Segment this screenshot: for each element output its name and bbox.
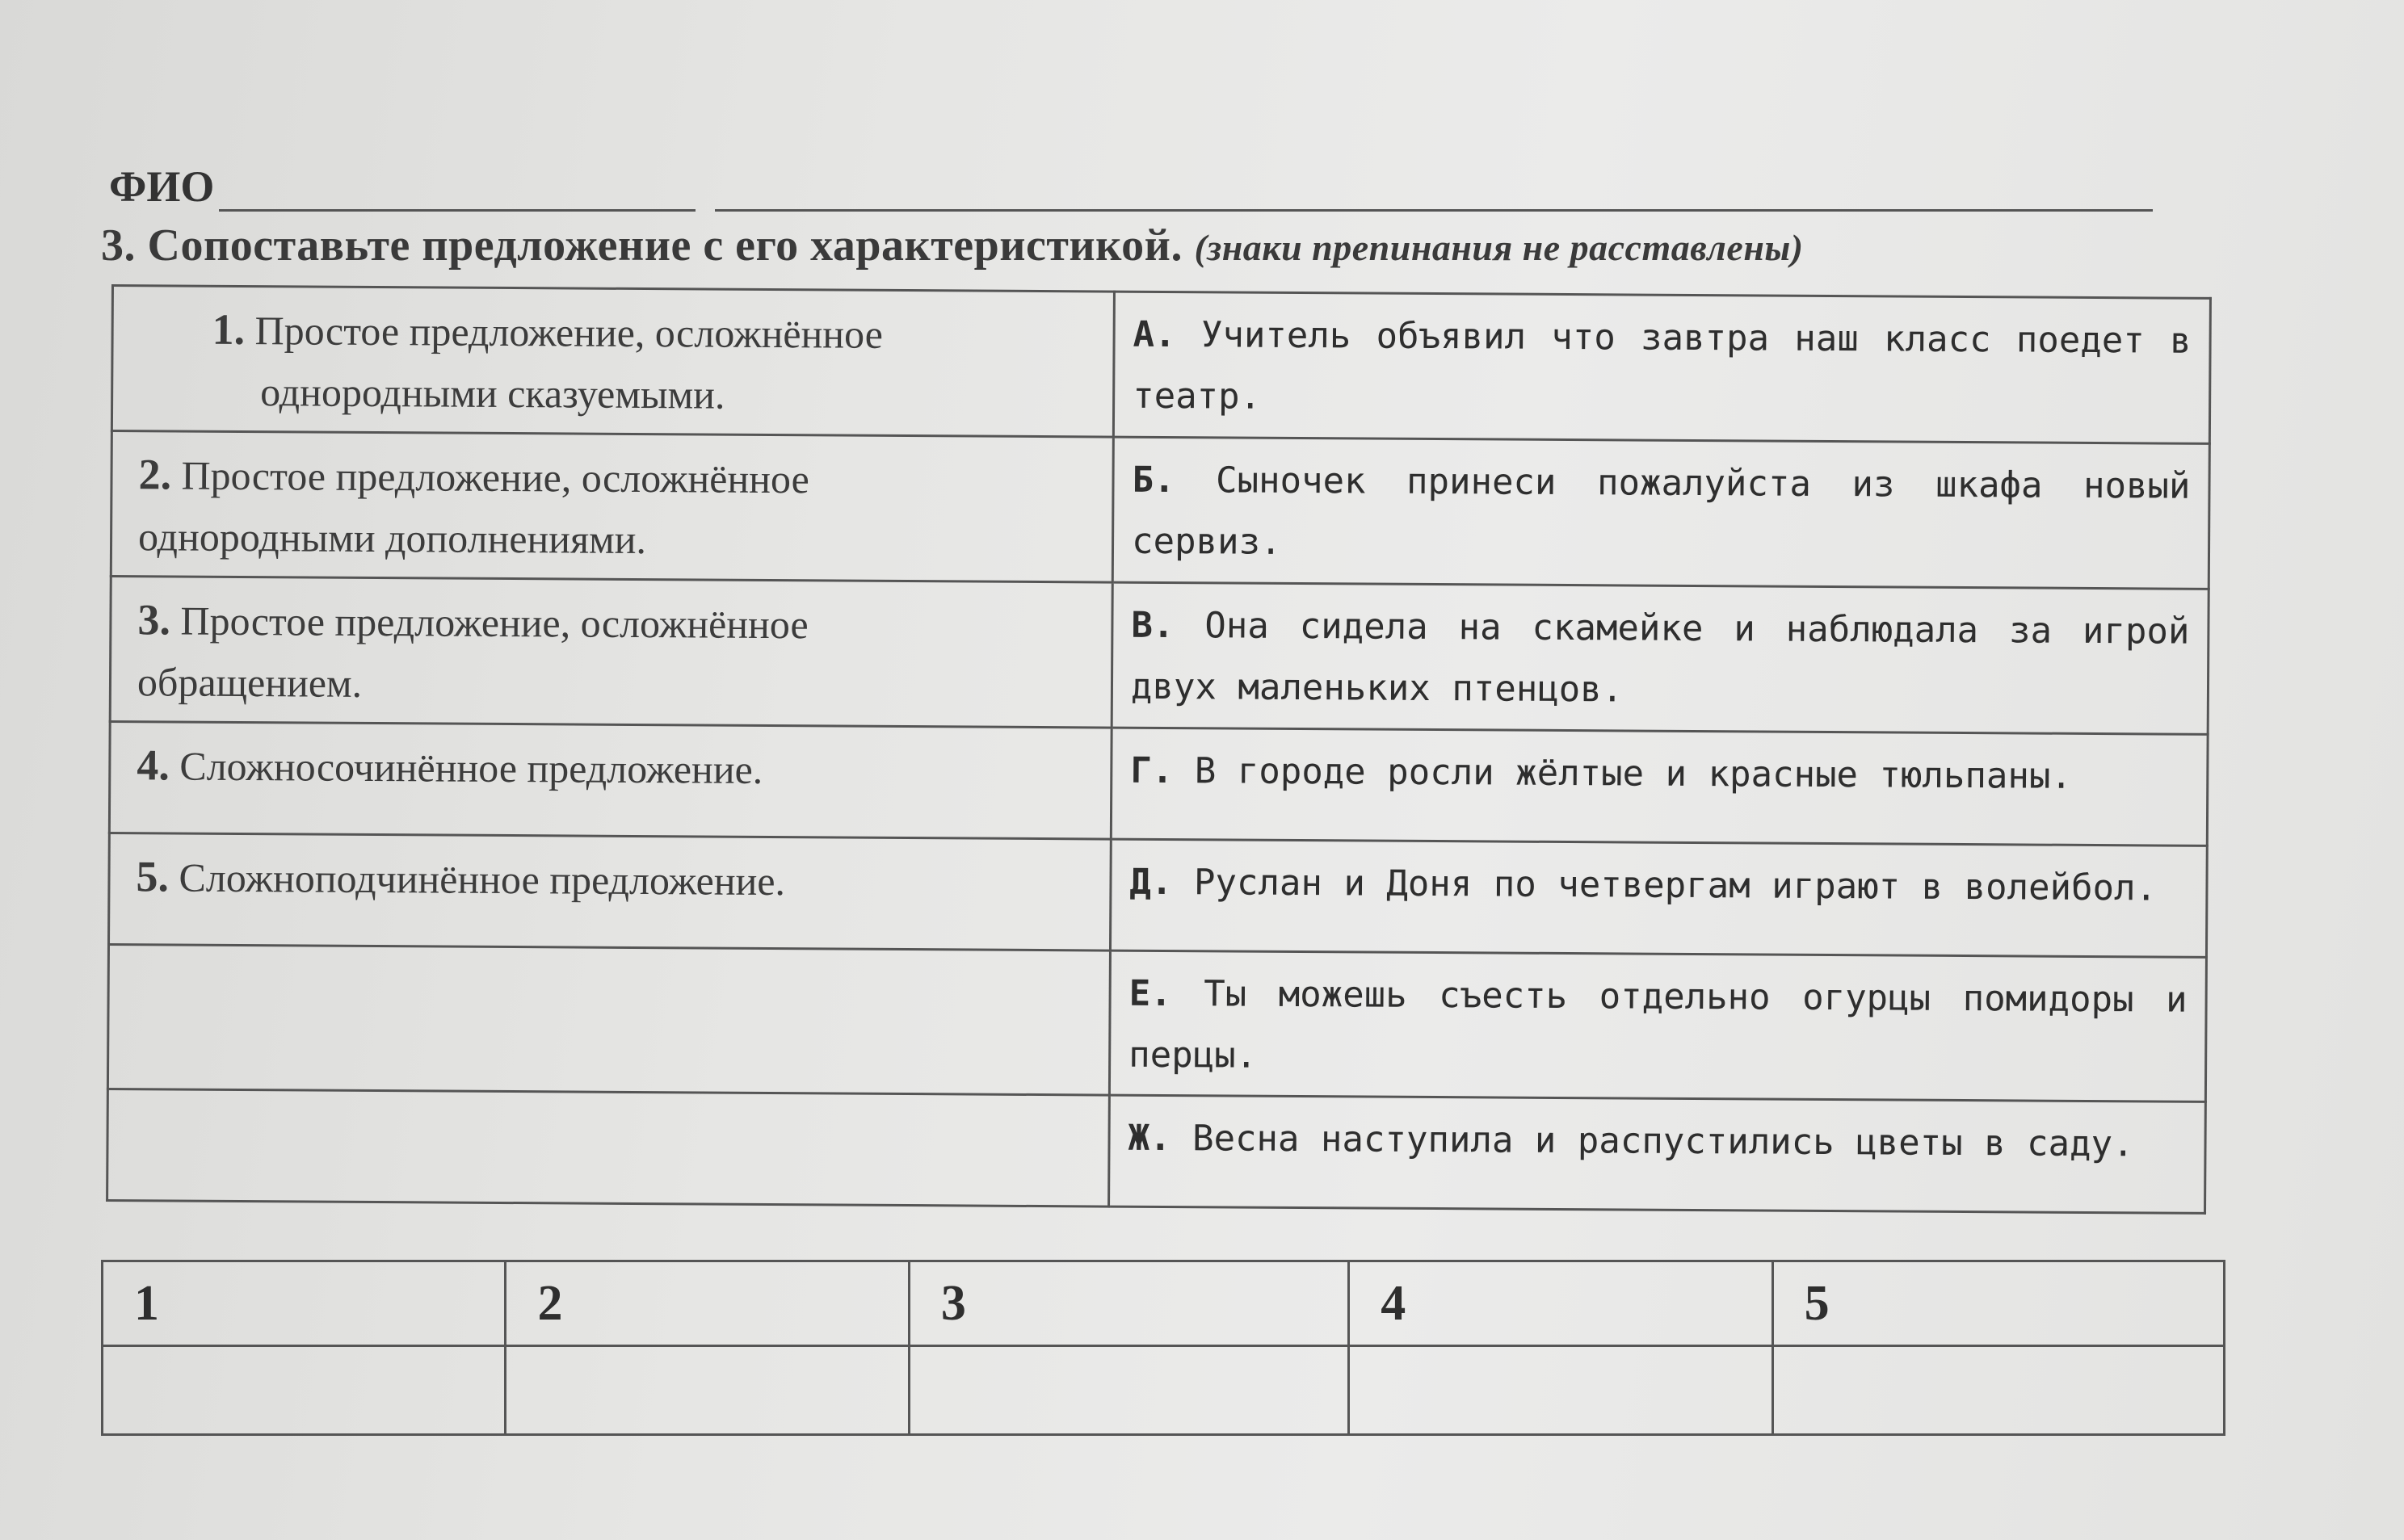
answer-header-row	[103, 1261, 2225, 1346]
item-letter: Е.	[1128, 972, 1172, 1015]
item-text: Сложноподчинённое предложение.	[179, 854, 786, 904]
left-cell-empty-2	[107, 1089, 1110, 1206]
table-row	[109, 721, 2208, 846]
item-number: 4.	[137, 741, 170, 790]
item-number: 3.	[137, 595, 171, 644]
answer-cell-4[interactable]	[1349, 1346, 1772, 1435]
sentence-text: Учитель объявил что завтра наш класс поедет в театр.	[1133, 314, 2192, 418]
item-text: Простое предложение, осложнённое	[181, 452, 809, 502]
item-letter: Б.	[1132, 459, 1175, 501]
answer-table	[101, 1260, 2225, 1436]
fio-blank-line[interactable]	[219, 169, 696, 212]
answer-input-row	[103, 1346, 2225, 1435]
fio-field	[109, 162, 2153, 212]
right-cell-v	[1112, 582, 2209, 734]
right-cell-a	[1113, 292, 2210, 443]
sentence-text: Сыночек принеси пожалуйста из шкафа новый сервиз.	[1131, 459, 2191, 563]
answer-cell-5[interactable]	[1772, 1346, 2224, 1435]
fio-label: ФИО	[109, 162, 215, 211]
item-letter: Д.	[1129, 861, 1173, 904]
table-row	[110, 577, 2209, 735]
table-row	[107, 1089, 2206, 1213]
right-cell-g	[1111, 728, 2208, 846]
answer-header-2: 2	[506, 1261, 909, 1346]
item-text-cont: обращением.	[137, 659, 363, 706]
item-number: 2.	[138, 450, 172, 499]
answer-cell-2[interactable]	[506, 1346, 909, 1435]
right-cell-b	[1112, 437, 2209, 589]
item-letter: Г.	[1130, 749, 1174, 792]
fio-blank-line-2[interactable]	[715, 169, 2153, 212]
item-letter: А.	[1133, 313, 1176, 356]
item-text: Сложносочинённое предложение.	[179, 743, 763, 792]
sentence-text: Ты можешь съесть отдельно огурцы помидоры и перцы.	[1128, 973, 2188, 1076]
answer-header-1: 1	[103, 1261, 506, 1346]
task-note: (знаки препинания не расставлены)	[1194, 227, 1804, 268]
task-heading: 3. Сопоставьте предложение с его характеристикой.	[101, 220, 1183, 271]
table-row	[107, 944, 2206, 1101]
item-text: Простое предложение, осложнённое	[180, 598, 809, 648]
answer-header-3: 3	[909, 1261, 1348, 1346]
sentence-text: Она сидела на скамейке и наблюдала за игрой двух маленьких птенцов.	[1130, 605, 2190, 711]
answer-cell-1[interactable]	[103, 1346, 506, 1435]
table-row	[111, 286, 2210, 444]
right-cell-e	[1109, 950, 2206, 1101]
answer-cell-3[interactable]	[909, 1346, 1348, 1435]
item-letter: Ж.	[1128, 1117, 1171, 1160]
table-row	[111, 431, 2209, 590]
left-cell-4	[109, 721, 1112, 839]
left-cell-2	[111, 431, 1113, 583]
item-number: 5.	[136, 852, 170, 901]
item-text-cont: однородными сказуемыми.	[260, 369, 725, 418]
left-cell-5	[109, 833, 1112, 950]
item-text-cont: однородными дополнениями.	[137, 514, 647, 563]
left-cell-3	[110, 577, 1112, 728]
answer-header-5: 5	[1772, 1261, 2224, 1346]
left-cell-1	[111, 286, 1114, 438]
item-text: Простое предложение, осложнённое	[254, 308, 884, 357]
matching-table	[106, 284, 2212, 1215]
left-cell-empty-1	[107, 944, 1110, 1095]
answer-header-4: 4	[1349, 1261, 1772, 1346]
sentence-text: Руслан и Доня по четвергам играют в волейбол.	[1193, 862, 2158, 909]
task-title	[101, 220, 2217, 271]
sentence-text: В городе росли жёлтые и красные тюльпаны.	[1194, 750, 2073, 797]
item-letter: В.	[1131, 604, 1175, 647]
table-row	[109, 833, 2208, 957]
item-number: 1.	[212, 304, 246, 355]
right-cell-d	[1110, 839, 2207, 957]
right-cell-zh	[1109, 1095, 2206, 1213]
sentence-text: Весна наступила и распустились цветы в саду.	[1191, 1118, 2134, 1165]
